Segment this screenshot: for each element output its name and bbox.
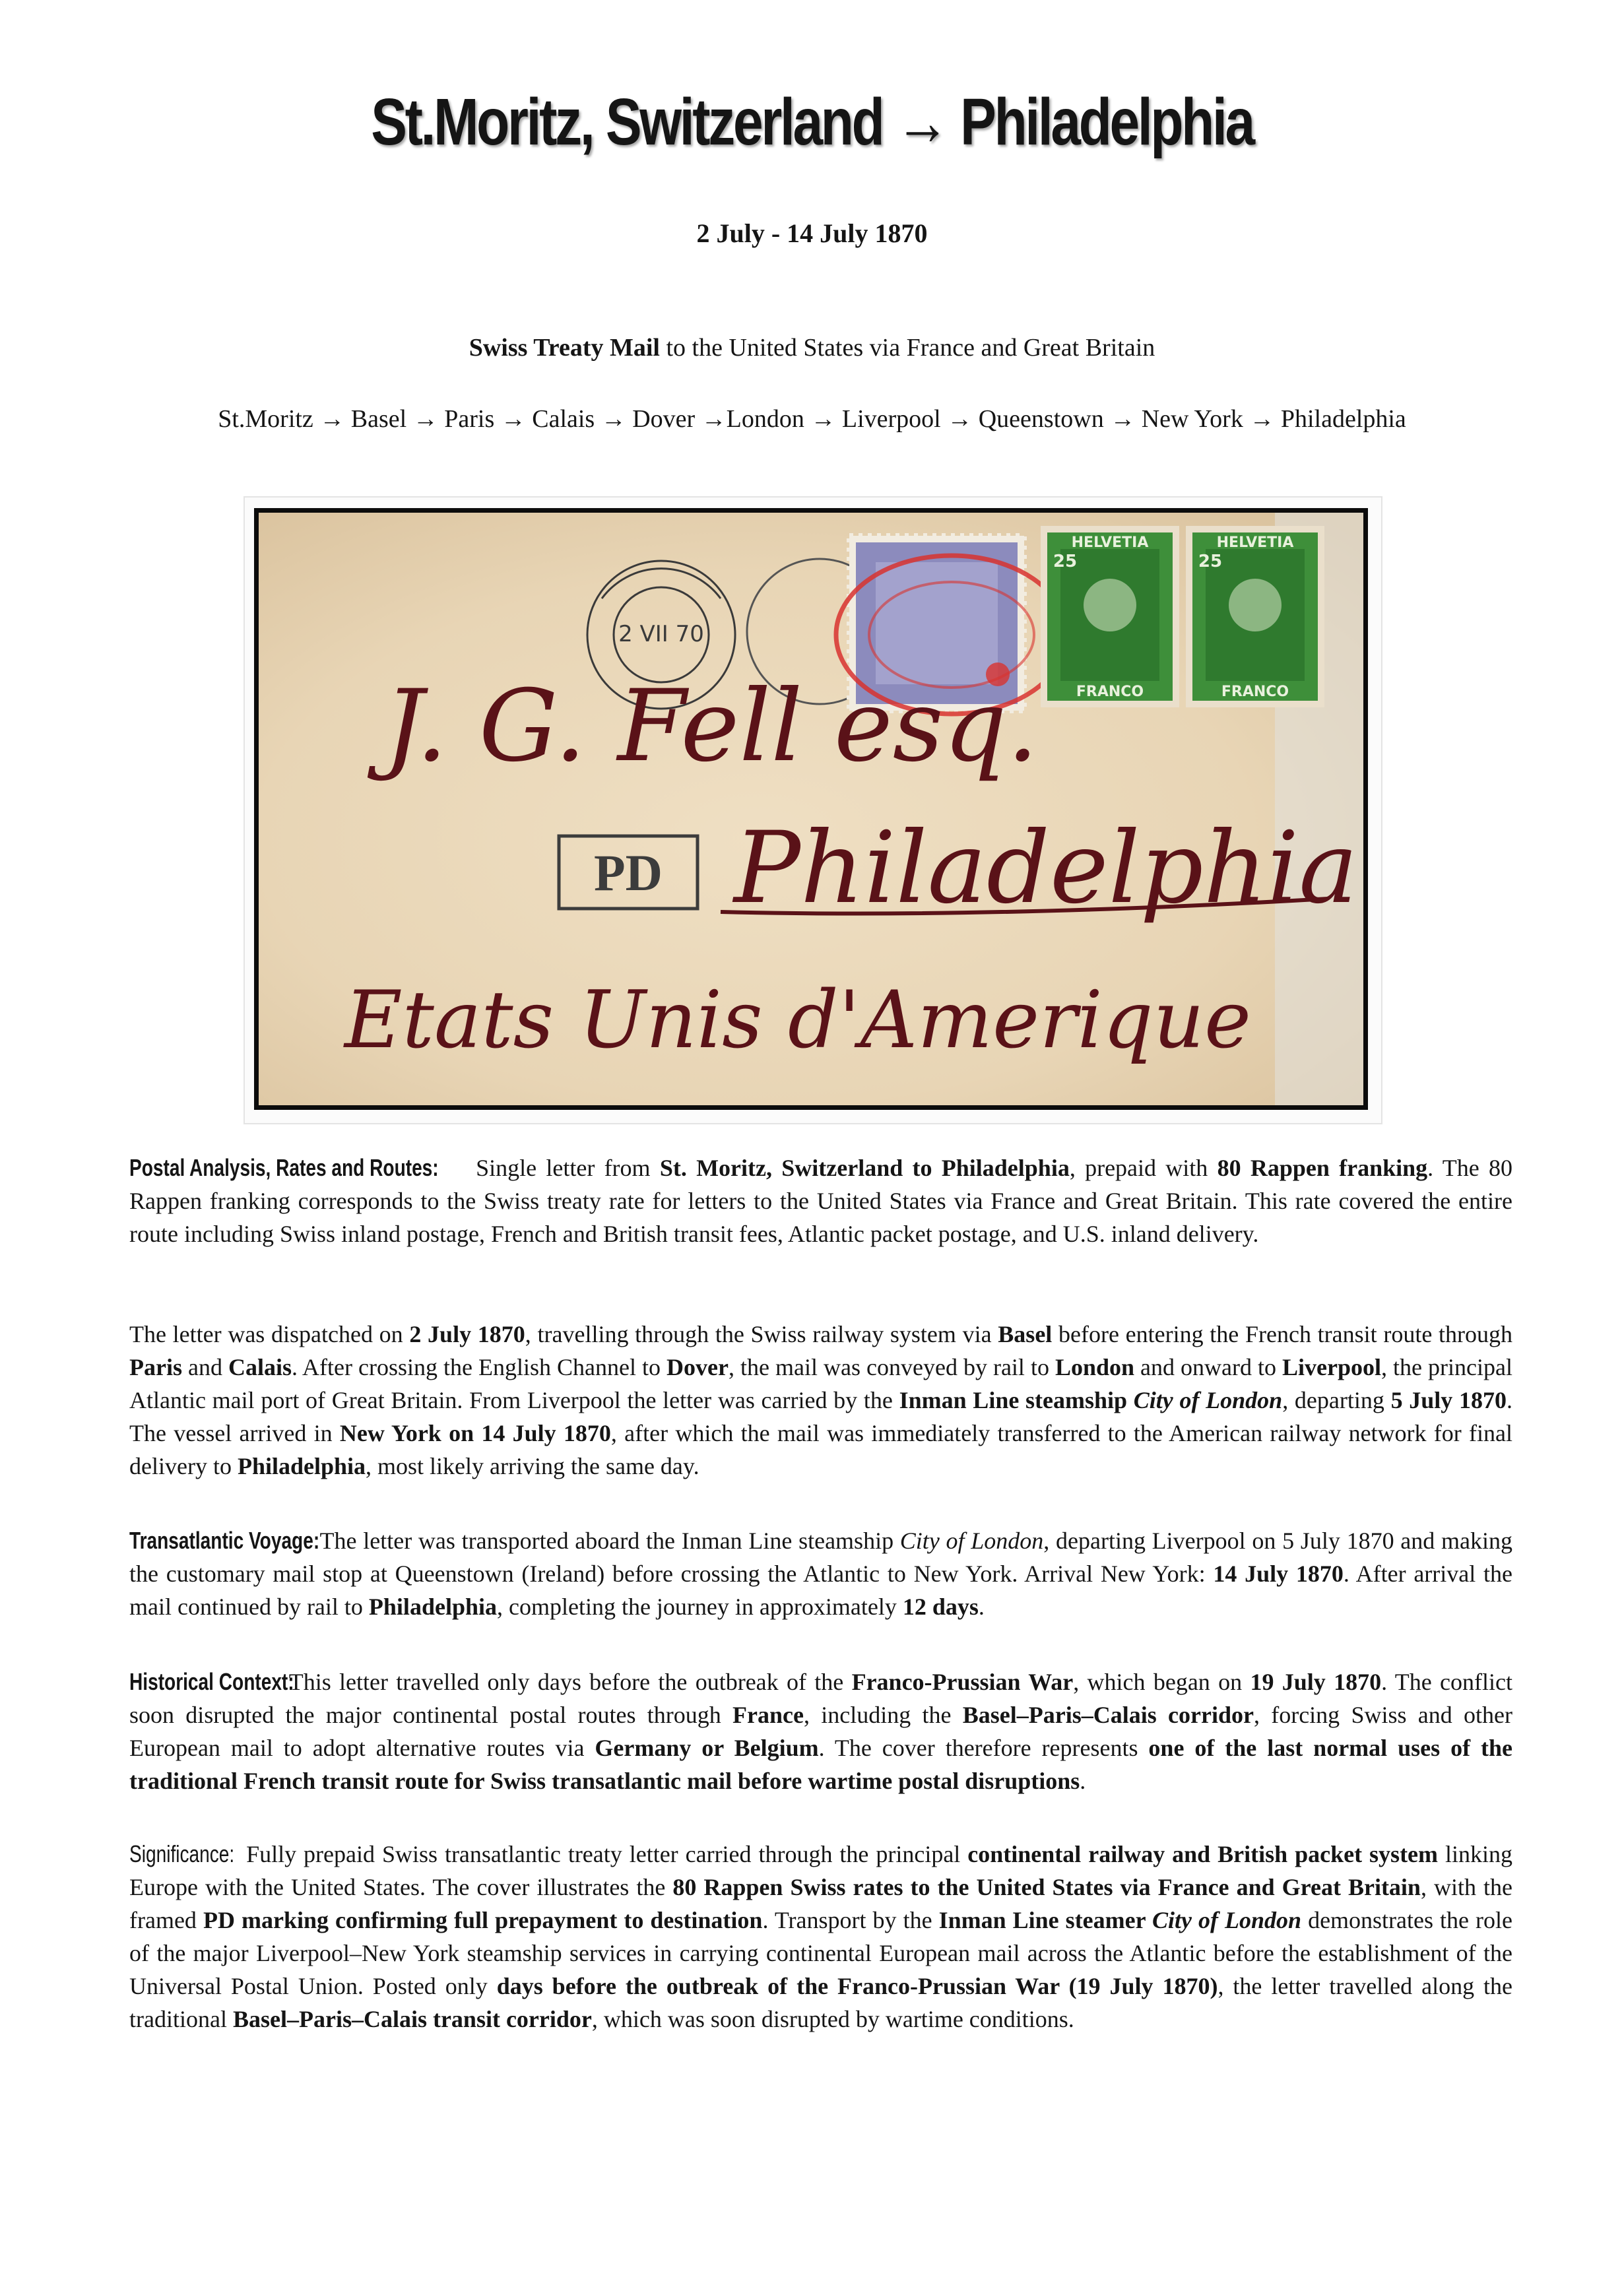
stamp-2-top: HELVETIA: [1216, 534, 1294, 551]
address-line-2: Philadelphia: [734, 811, 1358, 926]
journey-text: and: [181, 1354, 228, 1380]
history-text: This letter travelled only days before the outbreak of the: [281, 1669, 852, 1695]
postal-text: Single letter from: [466, 1155, 660, 1181]
significance-bold: 80 Rappen Swiss rates to the United States via France and Great Britain: [672, 1874, 1421, 1900]
voyage-text: , departing Liverpool on 5 July 1870 and making the customary mail stop at Queenstown (Ireland) before crossing the Atlantic to New York. Arrival New York:: [129, 1528, 1512, 1587]
history-text: , including the: [803, 1702, 963, 1728]
voyage-text: .: [978, 1594, 985, 1620]
stamp-2-value: 25: [1198, 552, 1223, 571]
history-bold: 19 July 1870: [1250, 1669, 1382, 1695]
pd-text: PD: [594, 844, 663, 901]
green-stamp-2: [1186, 526, 1324, 707]
history-text: . The conflict soon disrupted the major continental postal routes through: [129, 1669, 1512, 1728]
address-line-1: J. G. Fell esq.: [384, 669, 1039, 784]
voyage-bold: Philadelphia: [368, 1594, 497, 1620]
journey-bold: Calais: [228, 1354, 292, 1380]
significance-bold: days before the outbreak of the Franco-Prussian War (19 July 1870): [496, 1973, 1218, 1999]
voyage-label: Transatlantic Voyage:: [129, 1527, 320, 1554]
history-bold: one of the last normal uses of the traditional French transit route for Swiss transatlantic mail before wartime postal disruptions: [129, 1735, 1512, 1794]
postal-text: , prepaid with: [1069, 1155, 1218, 1181]
voyage-text: , completing the journey in approximately: [496, 1594, 903, 1620]
significance-text: Fully prepaid Swiss transatlantic treaty letter carried through the principal: [239, 1841, 968, 1867]
history-bold: Germany or Belgium: [595, 1735, 819, 1761]
significance-bold: Inman Line steamer: [938, 1907, 1152, 1933]
stamp-1-value: 25: [1053, 552, 1078, 571]
history-bold: Franco-Prussian War: [851, 1669, 1074, 1695]
green-stamp-1: [1041, 526, 1179, 707]
postal-text: . The 80 Rappen franking corresponds to the Swiss treaty rate for letters to the United States via France and Great Britain. This rate covered the entire route including Swiss inland postage, French and British transit fees, Atlantic packet postage, and U.S. inland delivery.: [129, 1155, 1512, 1247]
journey-text: The letter was dispatched on: [129, 1321, 410, 1347]
voyage-text: The letter was transported aboard the Inman Line steamship: [313, 1528, 900, 1554]
journey-bold: Paris: [129, 1354, 182, 1380]
journey-bold: New York on 14 July 1870: [339, 1420, 611, 1446]
journey-bold: Basel: [998, 1321, 1053, 1347]
journey-bold: London: [1055, 1354, 1135, 1380]
significance-label: Significance:: [129, 1840, 235, 1867]
section-significance: [129, 1838, 1512, 2036]
subtitle-bold: Swiss Treaty Mail: [469, 334, 660, 362]
significance-bold: Basel–Paris–Calais transit corridor: [232, 2006, 592, 2032]
postmark-date: 2 VII 70: [618, 621, 704, 647]
stamp-1-top: HELVETIA: [1071, 534, 1149, 551]
journey-bold: Inman Line steamship: [899, 1387, 1134, 1413]
voyage-ship-name: City of London: [899, 1528, 1044, 1554]
significance-text: demonstrates the role of the major Liverpool–New York steamship services in carrying continental European mail across the Atlantic before the establishment of the Universal Postal Union. Posted only: [129, 1907, 1513, 1999]
postal-bold: 80 Rappen franking: [1217, 1155, 1428, 1181]
section-transatlantic-voyage: [129, 1524, 1512, 1623]
journey-text: and onward to: [1134, 1354, 1283, 1380]
history-text: . The cover therefore represents: [818, 1735, 1149, 1761]
voyage-bold: 12 days: [902, 1594, 979, 1620]
history-text: , which began on: [1073, 1669, 1250, 1695]
journey-bold: Philadelphia: [237, 1453, 366, 1479]
route-line: St.Moritz → Basel → Paris → Calais → Dover →London → Liverpool → Queenstown → New York → Philadelphia: [218, 405, 1406, 433]
postal-label: Postal Analysis, Rates and Routes:: [129, 1154, 439, 1181]
significance-text: , with the framed: [129, 1874, 1513, 1933]
history-bold: Basel–Paris–Calais corridor: [962, 1702, 1254, 1728]
stamp-1-bottom: FRANCO: [1076, 684, 1144, 700]
section-journey: [129, 1318, 1512, 1483]
journey-bold: Dover: [666, 1354, 729, 1380]
journey-text: , most likely arriving the same day.: [366, 1453, 699, 1479]
journey-bold: 5 July 1870: [1390, 1387, 1507, 1413]
history-bold: France: [732, 1702, 804, 1728]
significance-text: , the letter travelled along the traditional: [129, 1973, 1513, 2032]
subtitle: [0, 333, 1624, 362]
journey-text: , the mail was conveyed by rail to: [729, 1354, 1055, 1380]
significance-text: linking Europe with the United States. The cover illustrates the: [129, 1841, 1512, 1900]
section-historical-context: [129, 1665, 1512, 1797]
journey-bold: Liverpool: [1282, 1354, 1382, 1380]
address-line-3: Etats Unis d'Amerique: [344, 975, 1251, 1066]
cover-illustration: [259, 513, 1363, 1105]
journey-text: . After crossing the English Channel to: [292, 1354, 667, 1380]
voyage-bold: 14 July 1870: [1213, 1561, 1344, 1587]
journey-text: before entering the French transit route through: [1052, 1321, 1512, 1347]
history-text: , forcing Swiss and other European mail to adopt alternative routes via: [129, 1702, 1512, 1761]
journey-ship-name: City of London: [1133, 1387, 1283, 1413]
journey-text: , travelling through the Swiss railway system via: [525, 1321, 998, 1347]
voyage-text: . After arrival the mail continued by rail to: [129, 1561, 1512, 1620]
journey-bold: 2 July 1870: [409, 1321, 525, 1347]
cover-image: [254, 508, 1368, 1110]
date-range: 2 July - 14 July 1870: [696, 218, 928, 248]
section-postal-analysis: [129, 1151, 1512, 1250]
significance-text: , which was soon disrupted by wartime conditions.: [591, 2006, 1074, 2032]
stamp-2-bottom: FRANCO: [1221, 684, 1289, 700]
postal-bold: St. Moritz, Switzerland to Philadelphia: [659, 1155, 1070, 1181]
page-title: St.Moritz, Switzerland → Philadelphia: [371, 85, 1253, 159]
subtitle-rest: to the United States via France and Great Britain: [659, 334, 1155, 362]
history-text: .: [1080, 1768, 1086, 1794]
journey-text: , departing: [1282, 1387, 1391, 1413]
significance-bold: continental railway and British packet system: [967, 1841, 1439, 1867]
significance-text: . Transport by the: [762, 1907, 939, 1933]
journey-text: . The vessel arrived in: [129, 1387, 1513, 1446]
journey-text: , after which the mail was immediately transferred to the American railway network for final delivery to: [129, 1420, 1512, 1479]
significance-bold: PD marking confirming full prepayment to destination: [203, 1907, 763, 1933]
journey-text: , the principal Atlantic mail port of Great Britain. From Liverpool the letter was carried by the: [129, 1354, 1513, 1413]
history-label: Historical Context:: [129, 1668, 294, 1695]
significance-ship-name: City of London: [1152, 1907, 1302, 1933]
